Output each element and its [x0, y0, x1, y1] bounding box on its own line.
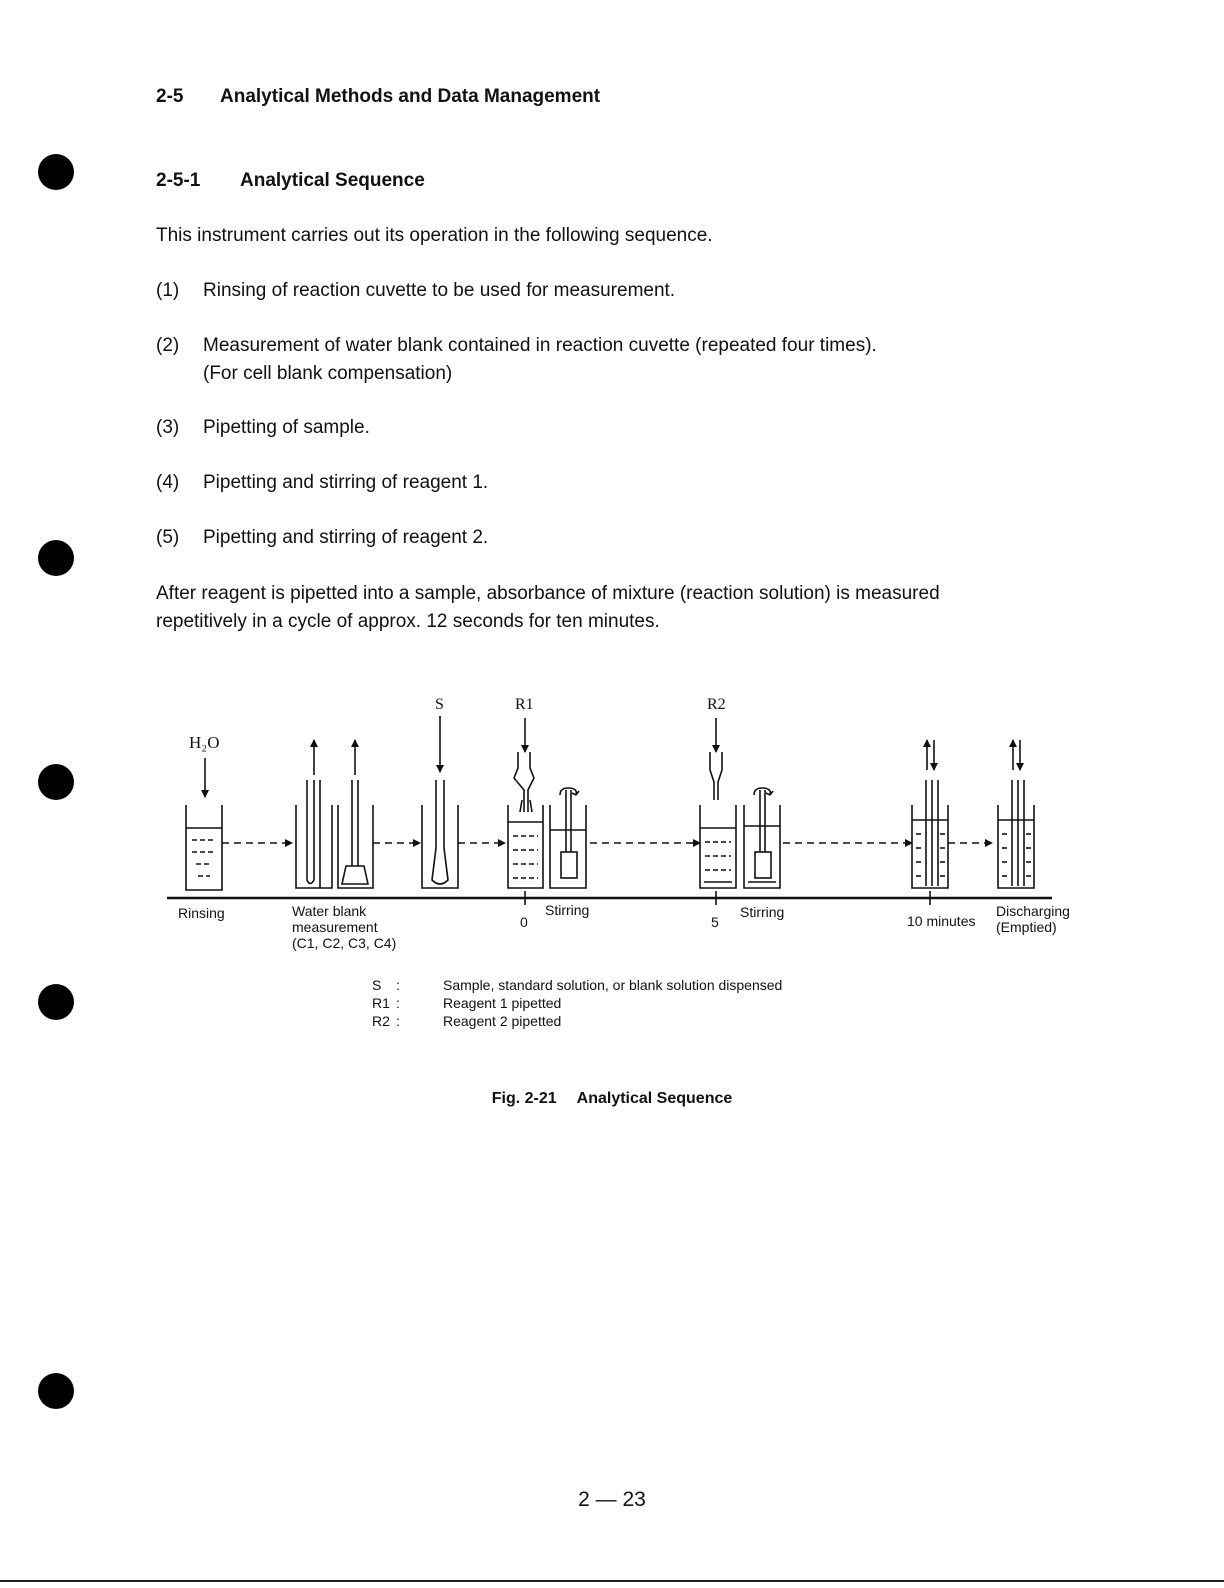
- legend-row: [372, 994, 782, 1012]
- label-stirring-1: Stirring: [545, 902, 590, 918]
- step-number: (3): [156, 417, 180, 438]
- legend-key: R2: [372, 1013, 390, 1029]
- page-bottom-border: [0, 1580, 1224, 1582]
- label-stirring-2: Stirring: [740, 904, 785, 920]
- label-rinsing: Rinsing: [178, 905, 225, 921]
- reagent2-cuvette: [700, 718, 736, 888]
- label-tick-0: 0: [520, 914, 528, 930]
- legend-sep: :: [396, 977, 400, 993]
- label-water-blank-line3: (C1, C2, C3, C4): [292, 935, 397, 951]
- label-h2o: H₂O: [189, 733, 220, 752]
- figure-number: Fig. 2-21: [491, 1090, 557, 1107]
- label-discharging-line2: (Emptied): [996, 919, 1057, 935]
- measurement-cuvette-10min: [912, 740, 948, 888]
- stirring-cuvette-2: [744, 788, 780, 888]
- step-text-continued: (For cell blank compensation): [203, 363, 453, 384]
- step-text: Pipetting and stirring of reagent 2.: [203, 527, 489, 548]
- label-water-blank-line2: measurement: [292, 919, 378, 935]
- closing-line-2: repetitively in a cycle of approx. 12 seconds for ten minutes.: [156, 611, 660, 632]
- label-water-blank-line1: Water blank: [292, 903, 367, 919]
- legend-key: S: [372, 977, 382, 993]
- binder-hole: [38, 984, 74, 1020]
- legend-row: [372, 976, 782, 994]
- label-discharging: [996, 903, 1070, 935]
- label-s: S: [435, 696, 444, 713]
- label-r1: R1: [515, 696, 534, 713]
- label-water-blank: [292, 903, 396, 951]
- figure-caption: [0, 1090, 1224, 1108]
- step-number: (5): [156, 527, 180, 548]
- section-title: Analytical Methods and Data Management: [220, 86, 601, 107]
- legend-row: [372, 1012, 782, 1030]
- discharging-cuvette: [998, 740, 1034, 888]
- rinsing-cuvette: [186, 758, 222, 890]
- step-text: Pipetting and stirring of reagent 1.: [203, 472, 489, 493]
- closing-line-1: After reagent is pipetted into a sample, absorbance of mixture (reaction solution) is measured: [156, 583, 940, 604]
- reagent1-cuvette: [508, 718, 543, 888]
- water-blank-cuvette-b: [338, 740, 373, 888]
- figure-title: Analytical Sequence: [576, 1090, 733, 1107]
- label-r2: R2: [707, 696, 726, 713]
- legend-desc: Reagent 2 pipetted: [443, 1013, 562, 1029]
- section-number: 2-5: [156, 86, 184, 107]
- label-discharging-line1: Discharging: [996, 903, 1070, 919]
- legend-sep: :: [396, 995, 400, 1011]
- sample-cuvette: [422, 716, 458, 888]
- step-text: Measurement of water blank contained in reaction cuvette (repeated four times).: [203, 335, 877, 356]
- step-text: Rinsing of reaction cuvette to be used for measurement.: [203, 280, 676, 301]
- figure-legend: [372, 976, 782, 1030]
- subsection-title: Analytical Sequence: [240, 170, 425, 191]
- step-number: (4): [156, 472, 180, 493]
- step-text: Pipetting of sample.: [203, 417, 370, 438]
- binder-hole: [38, 1373, 74, 1409]
- label-ten-minutes: 10 minutes: [907, 913, 976, 929]
- intro-paragraph: This instrument carries out its operation in the following sequence.: [156, 225, 713, 246]
- legend-sep: :: [396, 1013, 400, 1029]
- legend-key: R1: [372, 995, 390, 1011]
- page-number: 2 — 23: [578, 1488, 646, 1511]
- legend-desc: Reagent 1 pipetted: [443, 995, 562, 1011]
- step-number: (2): [156, 335, 180, 356]
- stirring-cuvette-1: [550, 788, 586, 888]
- legend-desc: Sample, standard solution, or blank solution dispensed: [443, 977, 783, 993]
- subsection-number: 2-5-1: [156, 170, 201, 191]
- step-number: (1): [156, 280, 180, 301]
- label-tick-5: 5: [711, 914, 719, 930]
- water-blank-cuvette-a: [296, 740, 332, 888]
